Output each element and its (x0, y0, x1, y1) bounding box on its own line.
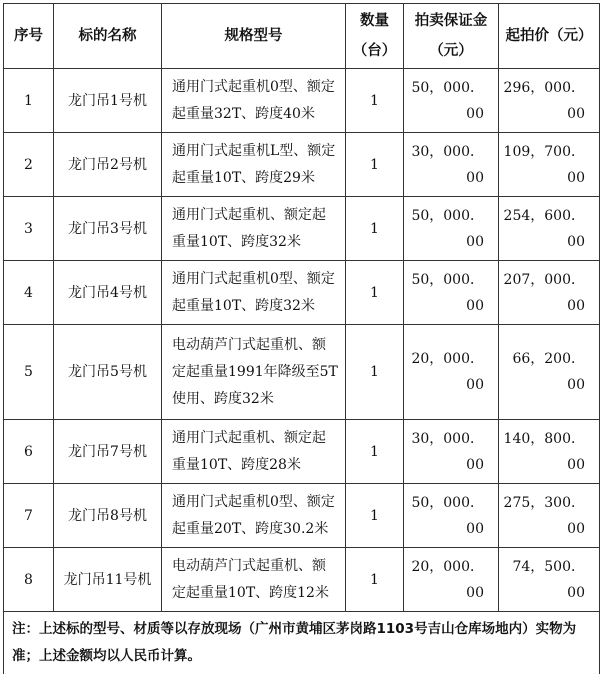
row-deposit: 50，000．00 (404, 69, 499, 133)
row-no: 5 (4, 325, 54, 420)
header-name: 标的名称 (54, 4, 162, 69)
row-start-price: 275，300．00 (499, 484, 600, 548)
row-deposit: 20，000．00 (404, 548, 499, 612)
row-no: 8 (4, 548, 54, 612)
row-qty: 1 (346, 69, 404, 133)
row-no: 2 (4, 133, 54, 197)
row-spec: 通用门式起重机L型、额定起重量10T、跨度29米 (162, 133, 346, 197)
row-qty: 1 (346, 420, 404, 484)
header-deposit-line2: （元） (429, 43, 473, 59)
row-name: 龙门吊3号机 (54, 197, 162, 261)
table-row (4, 69, 600, 133)
header-qty (346, 4, 404, 69)
row-deposit: 30，000．00 (404, 420, 499, 484)
row-spec: 电动葫芦门式起重机、额定起重量1991年降级至5T使用、跨度32米 (162, 325, 346, 420)
table-row (4, 548, 600, 612)
row-spec: 通用门式起重机、额定起重量10T、跨度28米 (162, 420, 346, 484)
row-name: 龙门吊2号机 (54, 133, 162, 197)
row-qty: 1 (346, 261, 404, 325)
row-deposit: 50，000．00 (404, 484, 499, 548)
header-start-price: 起拍价（元） (499, 4, 600, 69)
table-row (4, 484, 600, 548)
note-row (4, 612, 600, 675)
row-name: 龙门吊8号机 (54, 484, 162, 548)
row-spec: 通用门式起重机、额定起重量10T、跨度32米 (162, 197, 346, 261)
row-name: 龙门吊5号机 (54, 325, 162, 420)
row-name: 龙门吊4号机 (54, 261, 162, 325)
table-row (4, 325, 600, 420)
header-deposit (404, 4, 499, 69)
row-no: 6 (4, 420, 54, 484)
row-spec: 通用门式起重机0型、额定起重量20T、跨度30.2米 (162, 484, 346, 548)
row-spec: 电动葫芦门式起重机、额定起重量10T、跨度12米 (162, 548, 346, 612)
row-start-price: 74，500．00 (499, 548, 600, 612)
row-no: 1 (4, 69, 54, 133)
header-qty-line2: （台） (352, 43, 397, 59)
row-name: 龙门吊1号机 (54, 69, 162, 133)
row-name: 龙门吊7号机 (54, 420, 162, 484)
header-row (4, 4, 600, 69)
row-start-price: 254，600．00 (499, 197, 600, 261)
row-qty: 1 (346, 325, 404, 420)
row-start-price: 296，000．00 (499, 69, 600, 133)
row-deposit: 20，000．00 (404, 325, 499, 420)
row-start-price: 66，200．00 (499, 325, 600, 420)
header-deposit-line1: 拍卖保证金 (414, 13, 488, 29)
header-qty-line1: 数量 (360, 13, 389, 29)
row-qty: 1 (346, 548, 404, 612)
table-row (4, 420, 600, 484)
row-deposit: 30，000．00 (404, 133, 499, 197)
auction-items-table (3, 3, 600, 674)
row-no: 4 (4, 261, 54, 325)
header-no: 序号 (4, 4, 54, 69)
row-name: 龙门吊11号机 (54, 548, 162, 612)
row-no: 7 (4, 484, 54, 548)
table-row (4, 197, 600, 261)
row-spec: 通用门式起重机0型、额定起重量10T、跨度32米 (162, 261, 346, 325)
row-no: 3 (4, 197, 54, 261)
row-qty: 1 (346, 484, 404, 548)
table-note: 注：上述标的型号、材质等以存放现场（广州市黄埔区茅岗路1103号吉山仓库场地内）实物为准；上述金额均以人民币计算。 (4, 612, 600, 675)
row-qty: 1 (346, 197, 404, 261)
row-deposit: 50，000．00 (404, 197, 499, 261)
table-row (4, 133, 600, 197)
row-spec: 通用门式起重机0型、额定起重量32T、跨度40米 (162, 69, 346, 133)
row-qty: 1 (346, 133, 404, 197)
header-spec: 规格型号 (162, 4, 346, 69)
row-start-price: 207，000．00 (499, 261, 600, 325)
row-deposit: 50，000．00 (404, 261, 499, 325)
row-start-price: 140，800．00 (499, 420, 600, 484)
table-row (4, 261, 600, 325)
row-start-price: 109，700．00 (499, 133, 600, 197)
